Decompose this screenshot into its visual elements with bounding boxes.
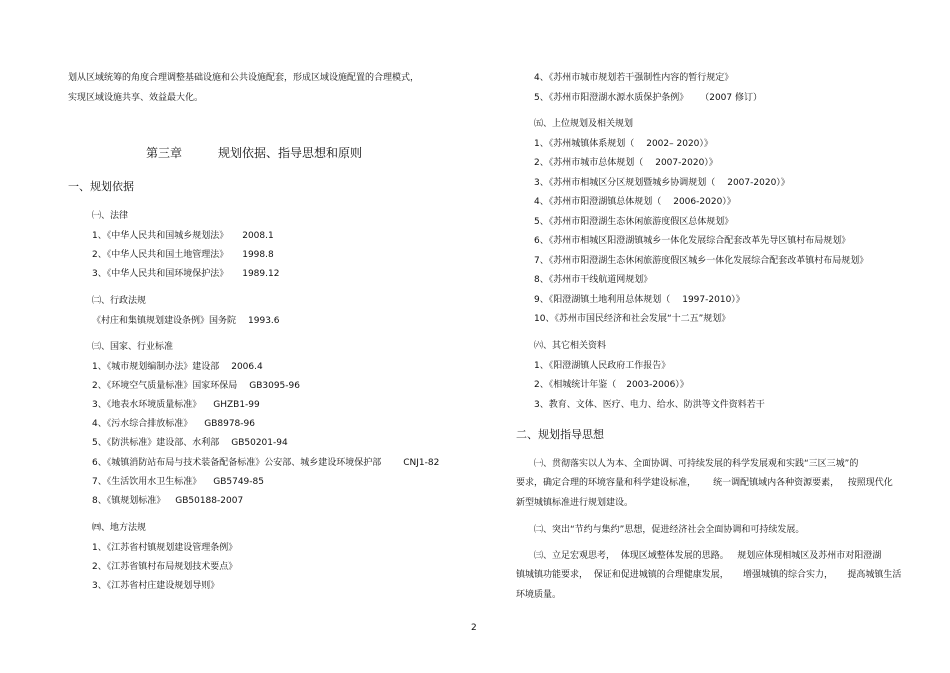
chapter-title: 规划依据、指导思想和原则 — [218, 146, 363, 160]
list-item: 2、《中华人民共和国土地管理法》 1998.8 — [92, 250, 274, 260]
list-item: 《村庄和集镇规划建设条例》国务院 1993.6 — [92, 316, 280, 326]
list-item: 3、《地表水环境质量标准》 GHZB1-99 — [92, 400, 260, 410]
list-item: 8、《镇规划标准》 GB50188-2007 — [92, 496, 244, 506]
list-item: 1、《阳澄湖镇人民政府工作报告》 — [534, 361, 671, 371]
list-item: 4、《苏州市阳澄湖镇总体规划（ 2006-2020）》 — [534, 197, 736, 207]
list-item: 1、《中华人民共和国城乡规划法》 2008.1 — [92, 231, 274, 241]
group-heading-other-materials: ㈥、其它相关资料 — [534, 341, 607, 351]
list-item: 5、《苏州市阳澄湖水源水质保护条例》 （2007 修订） — [534, 93, 762, 103]
paragraph-line: 新型城镇标准进行规划建设。 — [516, 498, 634, 508]
list-item: 2、《江苏省镇村布局规划技术要点》 — [92, 562, 238, 572]
list-item: 5、《防洪标准》建设部、水利部 GB50201-94 — [92, 438, 288, 448]
chapter-number: 第三章 — [146, 146, 183, 160]
list-item: 8、《苏州市干线航道网规划》 — [534, 275, 653, 285]
list-item: 4、《苏州市城市规划若干强制性内容的暂行规定》 — [534, 73, 734, 83]
paragraph-line: 要求，确定合理的环境容量和科学建设标准， 统一调配镇域内各种资源要素， 按照现代化 — [516, 478, 893, 488]
list-item: 3、《江苏省村庄建设规划导则》 — [92, 581, 220, 591]
list-item: 6、《城镇消防站布局与技术装备配备标准》公安部、城乡建设环境保护部 CNJ1-82 — [92, 458, 440, 468]
intro-line-2: 实现区域设施共享、效益最大化。 — [68, 93, 204, 103]
list-item: 9、《阳澄湖镇土地利用总体规划（ 1997-2010）》 — [534, 295, 745, 305]
list-item: 3、《苏州市相城区分区规划暨城乡协调规划（ 2007-2020）》 — [534, 178, 790, 188]
list-item: 6、《苏州市相城区阳澄湖镇城乡一体化发展综合配套改革先导区镇村布局规划》 — [534, 236, 851, 246]
paragraph-line: 环境质量。 — [516, 590, 562, 600]
list-item: 7、《苏州市阳澄湖生态休闲旅游度假区城乡一体化发展综合配套改革镇村布局规划》 — [534, 256, 869, 266]
paragraph-line: ㈠、贯彻落实以人为本、全面协调、可持续发展的科学发展观和实践“三区三城”的 — [534, 459, 859, 469]
group-heading-upper-plans: ㈤、上位规划及相关规划 — [534, 119, 634, 129]
list-item: 1、《苏州城镇体系规划（ 2002– 2020）》 — [534, 139, 713, 149]
list-item: 10、《苏州市国民经济和社会发展“十二五”规划》 — [534, 314, 731, 324]
list-item: 1、《城市规划编制办法》建设部 2006.4 — [92, 362, 263, 372]
section-heading-basis: 一、规划依据 — [68, 180, 134, 193]
intro-line-1: 划从区域统筹的角度合理调整基础设施和公共设施配套，形成区域设施配置的合理模式， — [68, 73, 420, 83]
list-item: 2、《相城统计年鉴（ 2003-2006）》 — [534, 380, 689, 390]
list-item: 1、《江苏省村镇规划建设管理条例》 — [92, 543, 238, 553]
paragraph-line: 镇城镇功能要求， 保证和促进城镇的合理健康发展， 增强城镇的综合实力， 提高城镇生活 — [516, 570, 902, 580]
list-item: 4、《污水综合排放标准》 GB8978-96 — [92, 419, 255, 429]
chapter-heading — [146, 146, 362, 161]
paragraph-line: ㈢、立足宏观思考， 体现区域整体发展的思路。 规划应体现相城区及苏州市对阳澄湖 — [534, 551, 882, 561]
group-heading-local-regulations: ㈣、地方法规 — [92, 523, 147, 533]
list-item: 7、《生活饮用水卫生标准》 GB5749-85 — [92, 477, 264, 487]
list-item: 3、《中华人民共和国环境保护法》 1989.12 — [92, 269, 280, 279]
group-heading-standards: ㈢、国家、行业标准 — [92, 342, 174, 352]
list-item: 5、《苏州市阳澄湖生态休闲旅游度假区总体规划》 — [534, 217, 734, 227]
paragraph-line: ㈡、突出“节约与集约”思想，促进经济社会全面协调和可持续发展。 — [534, 525, 805, 535]
list-item: 3、教育、文体、医疗、电力、给水、防洪等文件资料若干 — [534, 400, 765, 410]
list-item: 2、《环境空气质量标准》国家环保局 GB3095-96 — [92, 381, 300, 391]
group-heading-laws: ㈠、法律 — [92, 211, 129, 221]
page-number: 2 — [471, 623, 477, 633]
section-heading-guiding-ideas: 二、规划指导思想 — [516, 428, 604, 441]
group-heading-admin-regulations: ㈡、行政法规 — [92, 296, 147, 306]
list-item: 2、《苏州市城市总体规划（ 2007-2020）》 — [534, 158, 718, 168]
